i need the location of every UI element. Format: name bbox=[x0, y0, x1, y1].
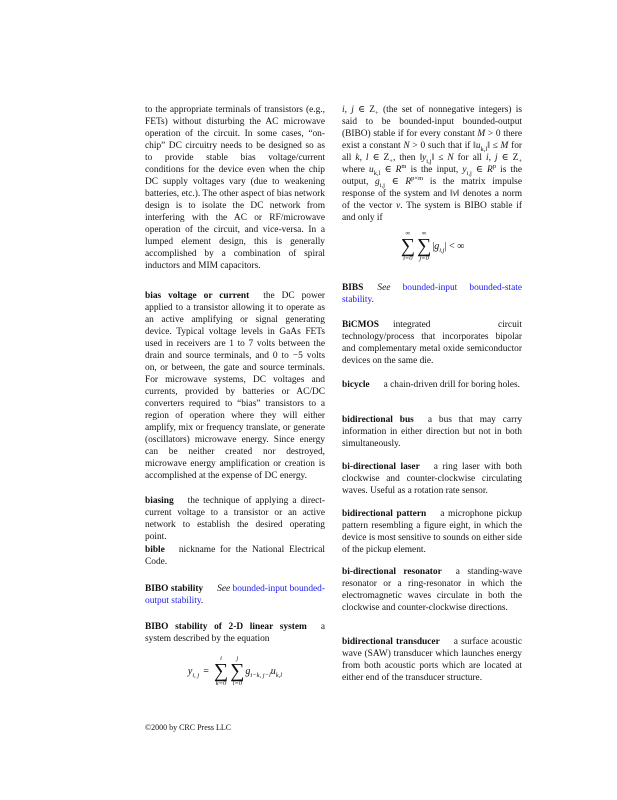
math-subscript: i,j bbox=[466, 169, 472, 177]
math-superscript: p×m bbox=[411, 174, 424, 182]
entry-term: bi-directional resonator bbox=[342, 567, 442, 577]
entry-definition: nickname for the National Electrical Code. bbox=[145, 545, 325, 567]
equation-bibo-condition bbox=[342, 230, 522, 262]
dictionary-entry bbox=[342, 319, 522, 367]
entry-term: bias voltage or current bbox=[145, 291, 250, 301]
entry-definition: ‖ denotes a norm of the vector bbox=[342, 189, 522, 211]
entry-definition: the technique of applying a direct-current voltage to a transistor or an active network to establish the desired operating point. bbox=[145, 496, 325, 542]
math-symbol: R bbox=[395, 165, 402, 175]
entry-definition: (the set of nonnegative integers) is said to be bounded-input bounded-output (BIBO) stable if for every constant bbox=[342, 105, 523, 139]
dictionary-entry bbox=[342, 379, 522, 391]
entry-term: bible bbox=[145, 545, 165, 555]
math-symbol: i, j bbox=[486, 153, 498, 163]
eq-abs-term: $|g_{i,j}|$ bbox=[432, 240, 447, 254]
sum-i: ∞ ∑ i=0 bbox=[400, 230, 415, 262]
entry-definition: ∈ bbox=[471, 165, 487, 175]
math-symbol: u bbox=[369, 165, 374, 175]
entry-term: BIBO stability bbox=[145, 584, 204, 594]
entry-definition: > 0 there exist a constant bbox=[342, 129, 522, 151]
dictionary-entry bbox=[342, 461, 522, 497]
dictionary-entry bbox=[342, 104, 522, 224]
math-symbol: M bbox=[477, 129, 486, 139]
math-subscript: + bbox=[375, 109, 379, 117]
sum-j: ∞ ∑ j=0 bbox=[416, 230, 432, 262]
entry-definition: ‖ ≤ bbox=[487, 141, 501, 151]
entry-definition: is the matrix impulse response of the system and ‖ bbox=[342, 177, 522, 199]
eq-g-term: $g_{i-k, j-l}$ bbox=[245, 665, 271, 679]
eq-lhs: $y_{i, j}$ bbox=[187, 665, 200, 679]
cross-reference-link[interactable]: bounded-input bounded-state stability bbox=[342, 283, 522, 305]
eq-equals: = bbox=[203, 665, 209, 677]
dictionary-entry bbox=[145, 495, 325, 543]
math-symbol: R bbox=[487, 165, 493, 175]
dictionary-entry bbox=[342, 636, 522, 684]
dictionary-entry bbox=[342, 508, 522, 556]
math-symbol: y bbox=[462, 165, 467, 175]
entry-definition: for all bbox=[342, 141, 523, 163]
entry-definition: is the output, bbox=[342, 165, 522, 187]
entry-definition: ∈ bbox=[380, 165, 396, 175]
entry-definition: a system described by the equation bbox=[145, 622, 325, 644]
math-symbol: u bbox=[475, 141, 481, 151]
entry-term: bidirectional bus bbox=[342, 415, 414, 425]
entry-definition: a surface acoustic wave (SAW) transducer which launches energy from both acoustic ports which are located at either end of the transducer structure. bbox=[342, 637, 522, 683]
entry-definition: ∈ Z bbox=[353, 105, 376, 115]
entry-definition: the DC power applied to a transistor allowing it to operate as an active amplifying or signal generating device. Typical voltage levels in GaAs FETs used in receivers are 1 to 7 volts between the drain and source terminals, and 0 to −5 volts on, or between, the gate and source terminals. For microwave systems, DC voltages and currents, provided by batteries or AC/DC converters required to “bias” transistors to a region of operation where they will either amplify, mix or frequency translate, or generate (oscillators) microwave energy. Since energy can be neither created nor destroyed, microwave energy amplification or creation is accomplished at the expense of DC energy. bbox=[145, 291, 326, 481]
math-symbol: g bbox=[375, 177, 380, 187]
entry-definition: is the input, bbox=[406, 165, 463, 175]
entry-term: BIBS bbox=[342, 283, 364, 293]
math-superscript: p bbox=[492, 162, 496, 170]
math-subscript: k,l bbox=[480, 145, 488, 153]
math-symbol: y bbox=[422, 153, 427, 163]
entry-definition: a microphone pickup pattern resembling a figure eight, in which the device is most sensitive to sounds on either side of the pickup element. bbox=[342, 509, 522, 555]
entry-definition: . The system is BIBO stable if and only if bbox=[342, 201, 523, 223]
math-symbol: v bbox=[452, 189, 457, 199]
dictionary-entry bbox=[145, 583, 325, 607]
entry-definition: . bbox=[371, 295, 374, 305]
math-symbol: R bbox=[405, 177, 412, 187]
math-subscript: i,j bbox=[379, 181, 385, 189]
entry-definition: where bbox=[342, 165, 370, 175]
entry-term: bi-directional laser bbox=[342, 462, 420, 472]
entry-definition: for all bbox=[453, 153, 487, 163]
math-symbol: N bbox=[403, 141, 410, 151]
entry-term: bidirectional pattern bbox=[342, 509, 427, 519]
see-label: See bbox=[377, 283, 403, 293]
sum-k: i ∑ k=0 bbox=[213, 655, 229, 687]
entry-definition: ‖ ≤ bbox=[431, 153, 448, 163]
math-superscript: m bbox=[401, 162, 407, 170]
entry-term: BiCMOS bbox=[342, 320, 379, 330]
entry-term: bicycle bbox=[342, 380, 370, 390]
dictionary-entry bbox=[342, 414, 522, 450]
math-symbol: k, l bbox=[355, 153, 369, 163]
cross-reference-link[interactable]: bounded-input bounded-output stability bbox=[145, 584, 325, 606]
math-subscript: + bbox=[518, 157, 522, 165]
dictionary-entry bbox=[145, 544, 325, 568]
math-subscript: + bbox=[389, 157, 393, 165]
dictionary-entry bbox=[342, 566, 522, 614]
entry-definition: , then ‖ bbox=[392, 153, 423, 163]
dictionary-entry bbox=[145, 621, 325, 645]
entry-definition: a chain-driven drill for boring holes. bbox=[383, 380, 521, 390]
eq-relation: < ∞ bbox=[446, 240, 465, 252]
sum-l: j ∑ l=0 bbox=[230, 655, 245, 687]
entry-definition: a ring laser with both clockwise and counter-clockwise circulating waves. Useful as a rotation rate sensor. bbox=[342, 462, 522, 496]
entry-definition: . bbox=[200, 596, 204, 606]
math-symbol: N bbox=[447, 153, 454, 163]
entry-definition: a standing-wave resonator or a ring-resonator in which the electromagnetic waves circulate in both the clockwise and counter-clockwise directions. bbox=[342, 567, 522, 613]
entry-term: biasing bbox=[145, 496, 174, 506]
entry-definition: to the appropriate terminals of transistors (e.g., FETs) without disturbing the AC microwave operation of the circuit. In some cases, “on-chip” DC circuitry needs to be designed so as to provide stable bias voltage/current conditions for the device even when the chip DC supply voltages vary (due to weakening batteries, etc.). The other aspect of bias network design is to isolate the DC network from interfering with the AC or RF/microwave operation of the circuit, and vice-versa. In a lumped element design, this is generally accomplished by a combination of spiral inductors and MIM capacitors. bbox=[145, 105, 325, 271]
entry-definition: > 0 such that if ‖ bbox=[409, 141, 476, 151]
math-symbol: v bbox=[396, 201, 401, 211]
continued-paragraph bbox=[145, 104, 325, 272]
dictionary-entry bbox=[342, 282, 522, 306]
math-symbol: M bbox=[500, 141, 509, 151]
eq-u-term: $u_{k,l}$ bbox=[270, 665, 283, 679]
entry-term: bidirectional transducer bbox=[342, 637, 440, 647]
entry-term: BIBO stability of 2-D linear system bbox=[145, 622, 307, 632]
dictionary-entry bbox=[145, 290, 325, 482]
math-subscript: i,j bbox=[426, 157, 432, 165]
copyright-footer: ©2000 by CRC Press LLC bbox=[145, 723, 232, 732]
entry-definition: ∈ Z bbox=[497, 153, 519, 163]
math-symbol: i, j bbox=[342, 105, 354, 115]
see-label: See bbox=[217, 584, 233, 594]
entry-definition: a bus that may carry information in either direction but not in both simultaneously. bbox=[342, 415, 523, 449]
entry-definition: ∈ bbox=[384, 177, 406, 187]
entry-definition: integrated circuit technology/process that incorporates bipolar and complementary metal oxide semiconductor devices on the same die. bbox=[342, 320, 522, 366]
math-subscript: k,l bbox=[373, 169, 381, 177]
equation-bibo-2d-system bbox=[145, 655, 325, 687]
entry-definition: ∈ Z bbox=[368, 153, 390, 163]
